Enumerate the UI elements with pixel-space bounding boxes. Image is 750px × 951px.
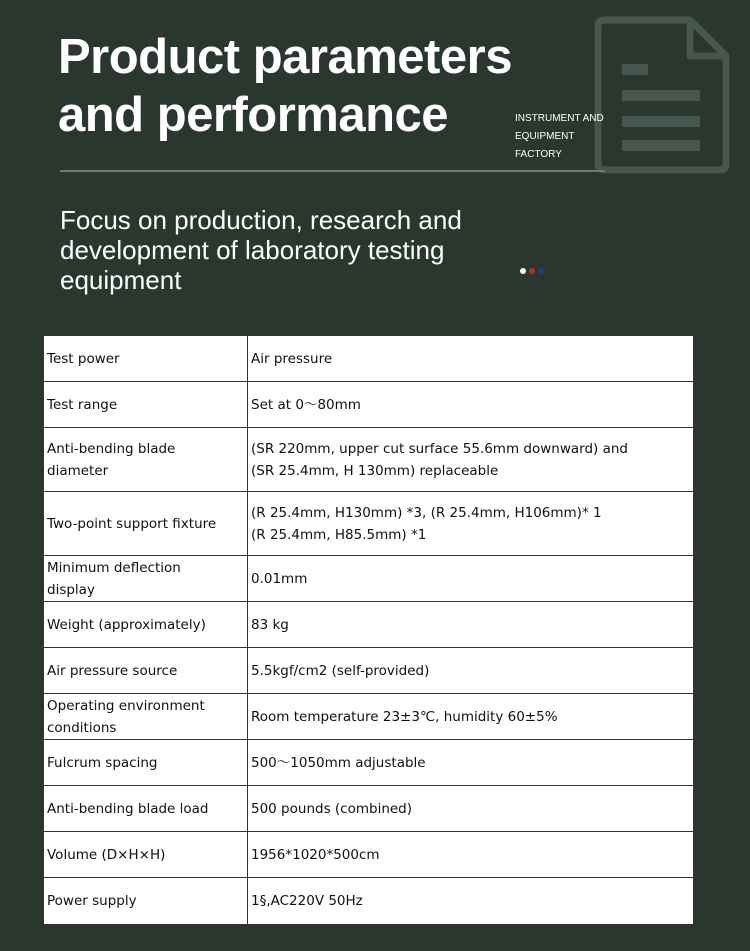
page-title-line-2: and performance xyxy=(58,88,449,142)
table-row xyxy=(44,336,694,382)
spec-value-cell xyxy=(248,336,694,382)
spec-value-cell xyxy=(248,740,694,786)
table-row xyxy=(44,382,694,428)
spec-value-text: Set at 0〜80mm xyxy=(251,396,361,413)
spec-value-text: (SR 25.4mm, H 130mm) replaceable xyxy=(251,462,499,479)
spec-value-text: 83 kg xyxy=(251,616,289,633)
spec-value-text: Air pressure xyxy=(251,350,333,367)
spec-value-cell xyxy=(248,786,694,832)
spec-label-cell xyxy=(44,786,248,832)
table-row xyxy=(44,694,694,740)
table-row xyxy=(44,492,694,556)
spec-label-text: Operating environment xyxy=(47,697,205,714)
spec-value-text: 5.5kgf/cm2 (self-provided) xyxy=(251,662,430,679)
table-row xyxy=(44,878,694,925)
spec-label-text: Test power xyxy=(47,350,120,367)
spec-value-text: 1956*1020*500cm xyxy=(251,846,380,863)
red-dot xyxy=(529,268,535,274)
blue-dot xyxy=(538,268,544,274)
spec-label-text: conditions xyxy=(47,719,117,736)
spec-label-text: Volume (D×H×H) xyxy=(47,846,166,863)
spec-label-text: Fulcrum spacing xyxy=(47,754,158,771)
spec-label-text: Two-point support fixture xyxy=(47,515,217,532)
spec-label-text: Minimum deflection xyxy=(47,559,181,576)
spec-label-text: Power supply xyxy=(47,893,137,909)
spec-value-cell xyxy=(248,602,694,648)
spec-value-cell xyxy=(248,556,694,602)
spec-value-cell xyxy=(248,878,694,925)
spec-label-cell xyxy=(44,602,248,648)
table-row xyxy=(44,556,694,602)
tagline xyxy=(60,205,530,295)
table-row xyxy=(44,602,694,648)
table-row xyxy=(44,740,694,786)
spec-label-cell xyxy=(44,382,248,428)
spec-value-text: (R 25.4mm, H130mm) *3, (R 25.4mm, H106mm)* 1 xyxy=(251,504,602,521)
factory-label-line-1: INSTRUMENT AND xyxy=(515,113,604,124)
spec-label-cell xyxy=(44,556,248,602)
white-dot xyxy=(520,268,526,274)
decorative-dots xyxy=(520,268,544,274)
spec-label-cell xyxy=(44,832,248,878)
spec-label-text: Air pressure source xyxy=(47,662,178,679)
spec-label-cell xyxy=(44,648,248,694)
spec-label-text: Weight (approximately) xyxy=(47,616,206,633)
page-title xyxy=(58,28,512,144)
tagline-line-1: Focus on production, research and xyxy=(60,205,462,235)
page-title-line-1: Product parameters xyxy=(58,30,512,84)
spec-value-text: 500〜1050mm adjustable xyxy=(251,754,426,771)
table-row xyxy=(44,832,694,878)
spec-value-text: 500 pounds (combined) xyxy=(251,800,413,817)
tagline-line-2: development of laboratory testing xyxy=(60,235,445,265)
factory-label-line-2: EQUIPMENT xyxy=(515,131,575,142)
spec-value-text: 0.01mm xyxy=(251,570,308,587)
spec-value-cell xyxy=(248,492,694,556)
document-icon xyxy=(594,16,730,174)
spec-value-cell xyxy=(248,382,694,428)
table-row xyxy=(44,428,694,492)
table-row xyxy=(44,648,694,694)
spec-value-text: (R 25.4mm, H85.5mm) *1 xyxy=(251,526,427,543)
spec-value-cell xyxy=(248,428,694,492)
spec-label-cell xyxy=(44,740,248,786)
factory-label xyxy=(515,110,604,164)
spec-value-text: Room temperature 23±3℃, humidity 60±5% xyxy=(251,708,558,725)
spec-value-cell xyxy=(248,648,694,694)
spec-label-cell xyxy=(44,428,248,492)
spec-table xyxy=(43,335,694,925)
spec-value-text: (SR 220mm, upper cut surface 55.6mm downward) and xyxy=(251,440,628,457)
spec-label-text: Test range xyxy=(47,396,118,413)
spec-value-text: 1§,AC220V 50Hz xyxy=(251,893,363,909)
table-row xyxy=(44,786,694,832)
spec-label-cell xyxy=(44,492,248,556)
spec-value-cell xyxy=(248,694,694,740)
factory-label-line-3: FACTORY xyxy=(515,149,562,160)
spec-label-cell xyxy=(44,336,248,382)
spec-label-text: diameter xyxy=(47,462,109,479)
tagline-line-3: equipment xyxy=(60,265,182,295)
header-divider xyxy=(60,170,605,172)
spec-label-text: display xyxy=(47,581,95,598)
spec-label-cell xyxy=(44,694,248,740)
spec-label-cell xyxy=(44,878,248,925)
spec-label-text: Anti-bending blade xyxy=(47,440,176,457)
spec-label-text: Anti-bending blade load xyxy=(47,800,209,817)
spec-value-cell xyxy=(248,832,694,878)
